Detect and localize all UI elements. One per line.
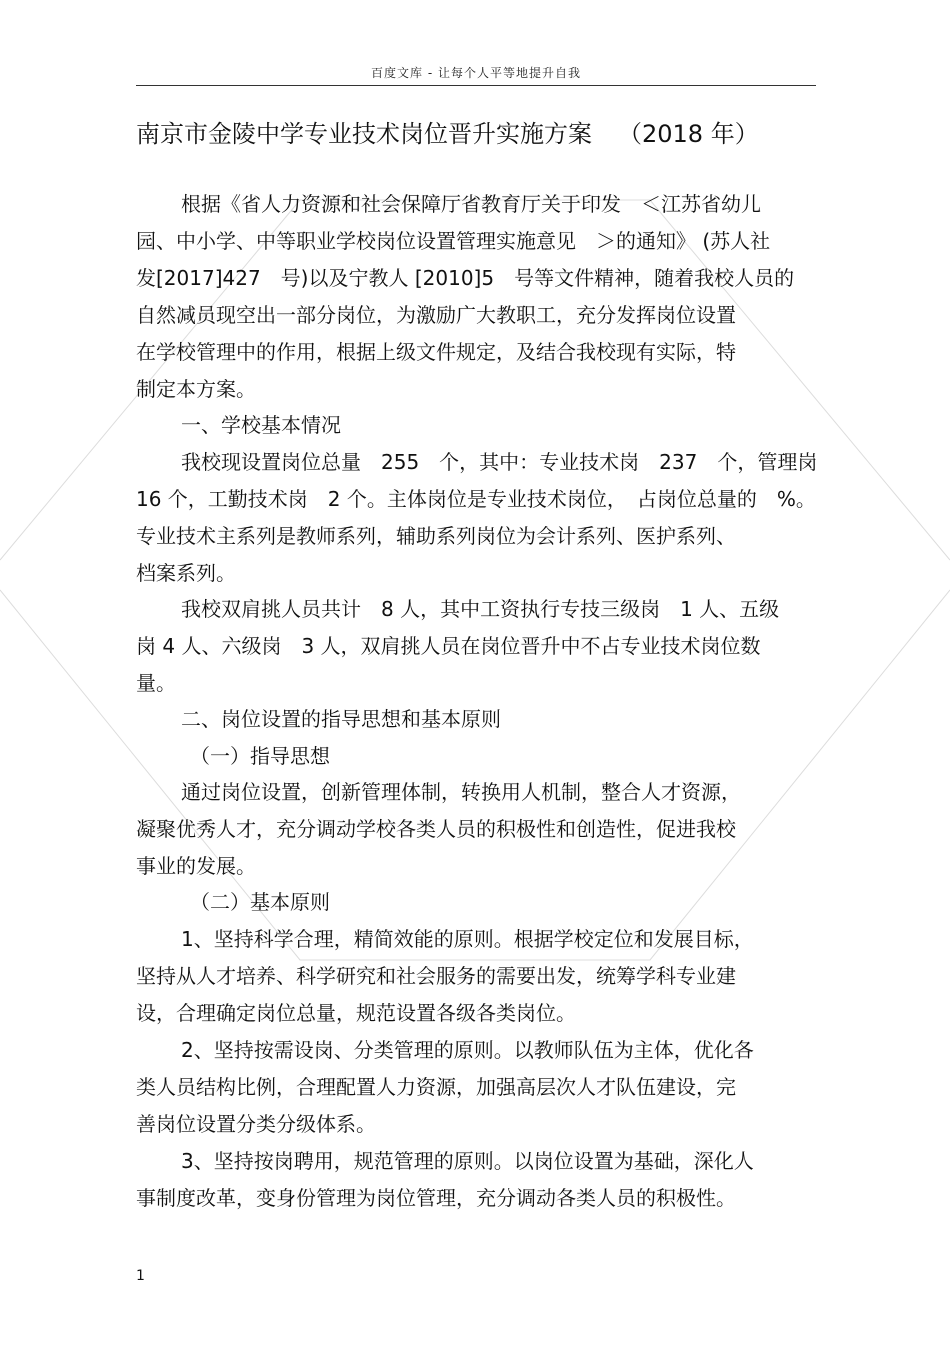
- body-line: 坚持从人才培养、科学研究和社会服务的需要出发，统筹学科专业建: [136, 964, 736, 988]
- body-line: 2、坚持按需设岗、分类管理的原则。以教师队伍为主体，优化各: [181, 1038, 754, 1062]
- body-line: 岗 4 人、六级岗 3 人，双肩挑人员在岗位晋升中不占专业技术岗位数: [136, 634, 761, 658]
- body-line: 档案系列。: [136, 561, 236, 585]
- body-line: 自然减员现空出一部分岗位，为激励广大教职工，充分发挥岗位设置: [136, 303, 736, 327]
- title-year: （2018 年）: [618, 120, 759, 148]
- body-line: 通过岗位设置，创新管理体制，转换用人机制，整合人才资源，: [181, 780, 741, 804]
- page-header: 百度文库 - 让每个人平等地提升自我: [371, 66, 581, 80]
- body-line: 3、坚持按岗聘用，规范管理的原则。以岗位设置为基础，深化人: [181, 1149, 754, 1173]
- page-number: 1: [136, 1268, 145, 1284]
- body-line: 我校现设置岗位总量 255 个，其中：专业技术岗 237 个，管理岗: [181, 450, 818, 474]
- body-line: 在学校管理中的作用，根据上级文件规定，及结合我校现有实际，特: [136, 340, 736, 364]
- body-line: 善岗位设置分类分级体系。: [136, 1112, 376, 1136]
- document-title: [136, 116, 826, 152]
- body-line: 设，合理确定岗位总量，规范设置各级各类岗位。: [136, 1001, 576, 1025]
- body-line: 量。: [136, 671, 176, 695]
- header-rule: [136, 85, 816, 86]
- section-heading: 一、学校基本情况: [181, 413, 341, 437]
- body-line: 事业的发展。: [136, 854, 256, 878]
- title-text: 南京市金陵中学专业技术岗位晋升实施方案: [136, 120, 592, 148]
- body-line: 类人员结构比例，合理配置人力资源，加强高层次人才队伍建设，完: [136, 1075, 736, 1099]
- body-line: 1、坚持科学合理，精简效能的原则。根据学校定位和发展目标，: [181, 927, 754, 951]
- body-line: 凝聚优秀人才，充分调动学校各类人员的积极性和创造性，促进我校: [136, 817, 736, 841]
- body-line: 制定本方案。: [136, 377, 256, 401]
- body-line: 园、中小学、中等职业学校岗位设置管理实施意见 ＞的通知》 (苏人社: [136, 229, 771, 253]
- subsection-heading: （一）指导思想: [190, 744, 330, 768]
- body-line: 发[2017]427 号)以及宁教人 [2010]5 号等文件精神，随着我校人员的: [136, 266, 795, 290]
- section-heading: 二、岗位设置的指导思想和基本原则: [181, 707, 501, 731]
- body-line: 16 个，工勤技术岗 2 个。主体岗位是专业技术岗位， 占岗位总量的 %。: [136, 487, 816, 511]
- body-line: 事制度改革，变身份管理为岗位管理，充分调动各类人员的积极性。: [136, 1186, 736, 1210]
- body-line: 我校双肩挑人员共计 8 人，其中工资执行专技三级岗 1 人、五级: [181, 597, 780, 621]
- body-line: 根据《省人力资源和社会保障厅省教育厅关于印发 ＜江苏省幼儿: [181, 192, 761, 216]
- body-line: 专业技术主系列是教师系列，辅助系列岗位为会计系列、医护系列、: [136, 524, 736, 548]
- subsection-heading: （二）基本原则: [190, 890, 330, 914]
